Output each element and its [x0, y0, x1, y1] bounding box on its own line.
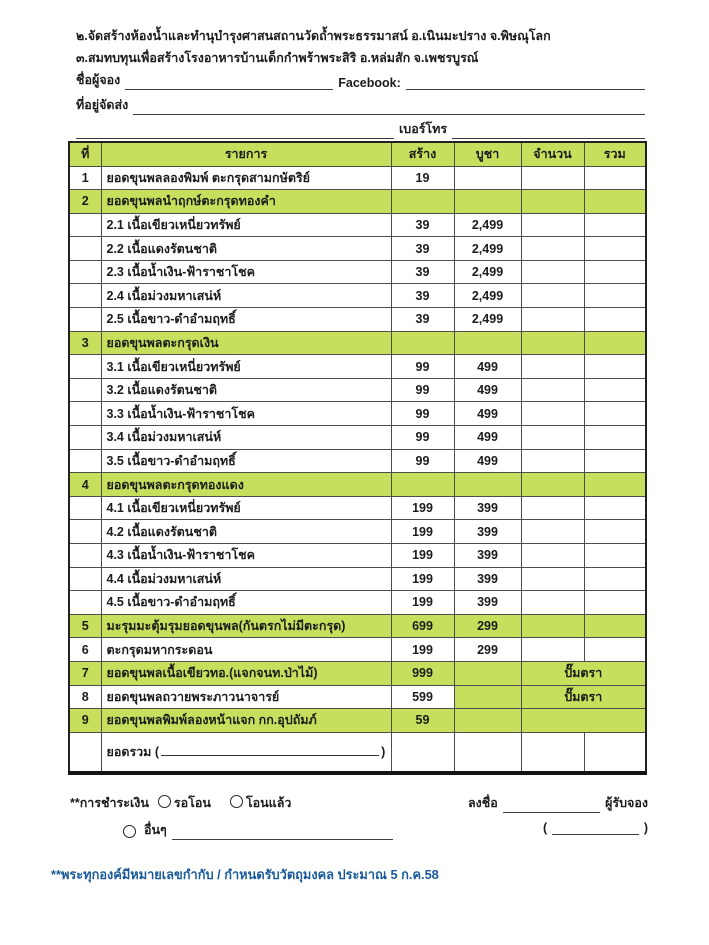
- cell-stamp: [521, 709, 646, 733]
- item-row: [69, 426, 646, 450]
- cell-price: 499: [454, 355, 521, 379]
- group-row: [69, 614, 646, 638]
- paren-close: ): [643, 821, 648, 835]
- address-row: [76, 95, 645, 115]
- paren-open: (: [543, 821, 548, 835]
- cell-total: [584, 732, 646, 773]
- column-header-0: ที่: [69, 142, 101, 166]
- cell-price: [454, 473, 521, 497]
- cell-item: 2.4 เนื้อม่วงมหาเสน่ห์: [101, 284, 391, 308]
- cell-no: 2: [69, 190, 101, 214]
- phone-field[interactable]: [452, 124, 645, 139]
- cell-no: 1: [69, 166, 101, 190]
- payment-option-transferred[interactable]: โอนแล้ว: [230, 793, 292, 813]
- cell-total: [584, 614, 646, 638]
- cell-qty: [521, 614, 584, 638]
- sign-suffix: ผู้รับจอง: [605, 796, 648, 810]
- payment-row: [70, 793, 400, 813]
- cell-qty: [521, 308, 584, 332]
- cell-no: [69, 402, 101, 426]
- item-row: [69, 260, 646, 284]
- cell-total: [584, 544, 646, 568]
- cell-qty: [521, 449, 584, 473]
- cell-create: 99: [391, 355, 454, 379]
- column-header-3: บูชา: [454, 142, 521, 166]
- cell-no: [69, 732, 101, 773]
- cell-price: 399: [454, 567, 521, 591]
- cell-qty: [521, 355, 584, 379]
- cell-no: [69, 449, 101, 473]
- cell-no: 5: [69, 614, 101, 638]
- cell-create: 99: [391, 378, 454, 402]
- cell-total: [584, 426, 646, 450]
- column-header-4: จำนวน: [521, 142, 584, 166]
- cell-total: [584, 260, 646, 284]
- signature-field[interactable]: [503, 798, 600, 813]
- cell-total: [584, 520, 646, 544]
- cell-item: 4.1 เนื้อเขียวเหนี่ยวทรัพย์: [101, 496, 391, 520]
- cell-create: [391, 331, 454, 355]
- cell-create: 99: [391, 426, 454, 450]
- cell-total: [584, 638, 646, 662]
- booker-name-label: ชื่อผู้จอง: [76, 73, 121, 87]
- cell-total: [584, 355, 646, 379]
- cell-total: [584, 237, 646, 261]
- cell-price: 2,499: [454, 284, 521, 308]
- cell-qty: [521, 237, 584, 261]
- cell-create: 199: [391, 638, 454, 662]
- cell-price: 499: [454, 426, 521, 450]
- radio-pending-transfer-icon[interactable]: [158, 795, 171, 808]
- cell-item: 3.1 เนื้อเขียวเหนี่ยวทรัพย์: [101, 355, 391, 379]
- cell-qty: [521, 378, 584, 402]
- cell-no: [69, 213, 101, 237]
- cell-create: 59: [391, 709, 454, 733]
- cell-price: 399: [454, 496, 521, 520]
- cell-create: 199: [391, 567, 454, 591]
- signature-name-row: [543, 820, 648, 835]
- cell-total: [584, 449, 646, 473]
- cell-create: 199: [391, 591, 454, 615]
- cell-total: [584, 591, 646, 615]
- cell-create: 599: [391, 685, 454, 709]
- cell-item: 4.3 เนื้อน้ำเงิน-ฟ้าราชาโชค: [101, 544, 391, 568]
- cell-item: ยอดขุนพลตะกรุดเงิน: [101, 331, 391, 355]
- cell-item: ยอดขุนพลนำฤกษ์ตะกรุดทองคำ: [101, 190, 391, 214]
- item-row: [69, 237, 646, 261]
- address-field-line2[interactable]: [76, 124, 394, 139]
- cell-price: 499: [454, 402, 521, 426]
- cell-no: [69, 237, 101, 261]
- cell-qty: [521, 426, 584, 450]
- table-body: [69, 166, 646, 773]
- column-header-5: รวม: [584, 142, 646, 166]
- cell-item: 3.2 เนื้อแดงรัตนชาติ: [101, 378, 391, 402]
- cell-no: [69, 426, 101, 450]
- group-row: [69, 709, 646, 733]
- payment-label: **การชำระเงิน: [70, 796, 149, 810]
- cell-qty: [521, 260, 584, 284]
- cell-price: [454, 166, 521, 190]
- cell-no: [69, 567, 101, 591]
- sign-label: ลงชื่อ: [468, 796, 498, 810]
- cell-item: ยอดขุนพลพิมพ์ลองหน้าแจก กก.อุปถัมภ์: [101, 709, 391, 733]
- cell-item: 3.3 เนื้อน้ำเงิน-ฟ้าราชาโชค: [101, 402, 391, 426]
- phone-row: [76, 119, 645, 139]
- cell-no: 3: [69, 331, 101, 355]
- cell-create: 199: [391, 496, 454, 520]
- order-table: [68, 141, 647, 775]
- signature-row: [468, 793, 648, 813]
- cell-total: [584, 402, 646, 426]
- cell-no: 6: [69, 638, 101, 662]
- cell-no: [69, 308, 101, 332]
- radio-transferred-icon[interactable]: [230, 795, 243, 808]
- item-row: [69, 284, 646, 308]
- cell-no: 8: [69, 685, 101, 709]
- item-row: [69, 544, 646, 568]
- cell-create: 199: [391, 544, 454, 568]
- cell-stamp: ปั๊มตรา: [521, 661, 646, 685]
- item-row: [69, 496, 646, 520]
- cell-price: 299: [454, 638, 521, 662]
- item-row: [69, 567, 646, 591]
- cell-item: ยอดขุนพลถวายพระภาวนาจารย์: [101, 685, 391, 709]
- cell-price: [454, 190, 521, 214]
- radio-other-icon[interactable]: [123, 825, 136, 838]
- cell-qty: [521, 213, 584, 237]
- cell-create: 39: [391, 284, 454, 308]
- cell-create: [391, 473, 454, 497]
- cell-item: ยอดขุนพลลองพิมพ์ ตะกรุดสามกษัตริย์: [101, 166, 391, 190]
- phone-label: เบอร์โทร: [399, 122, 448, 136]
- cell-create: 699: [391, 614, 454, 638]
- other-detail-field[interactable]: [172, 825, 393, 840]
- cell-total: [584, 166, 646, 190]
- cell-item: 4.2 เนื้อแดงรัตนชาติ: [101, 520, 391, 544]
- cell-qty: [521, 166, 584, 190]
- footer-note: **พระทุกองค์มีหมายเลขกำกับ / กำหนดรับวัตถุมงคล ประมาณ 5 ก.ค.58: [51, 867, 439, 882]
- payment-option-pending[interactable]: รอโอน: [158, 793, 211, 813]
- payment-other-row: [123, 820, 393, 840]
- cell-item: มะรุมมะตุ้มรุมยอดขุนพล(กันตรกไม่มีตะกรุด): [101, 614, 391, 638]
- cell-total: [584, 378, 646, 402]
- campaign-line-2: ๓.สมทบทุนเพื่อสร้างโรงอาหารบ้านเด็กกำพร้าพระสิริ อ.หล่มสัก จ.เพชรบูรณ์: [76, 51, 479, 65]
- facebook-label: Facebook:: [338, 76, 401, 90]
- cell-create: 39: [391, 308, 454, 332]
- cell-qty: [521, 520, 584, 544]
- booker-name-field[interactable]: [125, 75, 333, 90]
- cell-total: [584, 567, 646, 591]
- cell-no: [69, 591, 101, 615]
- address-label: ที่อยู่จัดส่ง: [76, 98, 129, 112]
- cell-price: 2,499: [454, 237, 521, 261]
- cell-create: [391, 190, 454, 214]
- cell-item: 2.1 เนื้อเขียวเหนี่ยวทรัพย์: [101, 213, 391, 237]
- cell-item: [101, 732, 391, 773]
- cell-create: [391, 732, 454, 773]
- cell-total: [584, 308, 646, 332]
- cell-price: 2,499: [454, 213, 521, 237]
- facebook-field[interactable]: [406, 75, 645, 90]
- cell-create: 19: [391, 166, 454, 190]
- cell-price: 399: [454, 591, 521, 615]
- group-row: [69, 331, 646, 355]
- cell-price: 299: [454, 614, 521, 638]
- cell-create: 99: [391, 402, 454, 426]
- cell-total: [584, 496, 646, 520]
- cell-price: [454, 709, 521, 733]
- item-row: [69, 449, 646, 473]
- total-label: ยอดรวม (: [106, 745, 160, 759]
- item-row: [69, 402, 646, 426]
- cell-no: 9: [69, 709, 101, 733]
- cell-qty: [521, 473, 584, 497]
- group-row: [69, 473, 646, 497]
- cell-no: 7: [69, 661, 101, 685]
- cell-price: 499: [454, 449, 521, 473]
- cell-item: 3.5 เนื้อขาว-ดำอำมฤทธิ์: [101, 449, 391, 473]
- cell-item: ยอดขุนพลเนื้อเขียวทอ.(แจกจนท.ป่าไม้): [101, 661, 391, 685]
- cell-qty: [521, 496, 584, 520]
- item-row: [69, 308, 646, 332]
- cell-qty: [521, 732, 584, 773]
- group-row: [69, 190, 646, 214]
- cell-item: 2.5 เนื้อขาว-ดำอำมฤทธิ์: [101, 308, 391, 332]
- cell-stamp: ปั๊มตรา: [521, 685, 646, 709]
- group-row: [69, 661, 646, 685]
- cell-create: 39: [391, 260, 454, 284]
- cell-qty: [521, 567, 584, 591]
- cell-qty: [521, 544, 584, 568]
- cell-price: 499: [454, 378, 521, 402]
- item-row: [69, 355, 646, 379]
- cell-qty: [521, 402, 584, 426]
- other-option-label: อื่นๆ: [144, 823, 167, 837]
- cell-item: 4.4 เนื้อม่วงมหาเสน่ห์: [101, 567, 391, 591]
- cell-qty: [521, 638, 584, 662]
- cell-qty: [521, 591, 584, 615]
- cell-create: 39: [391, 237, 454, 261]
- cell-item: ยอดขุนพลตะกรุดทองแดง: [101, 473, 391, 497]
- campaign-line-1: ๒.จัดสร้างห้องน้ำและทำนุบำรุงศาสนสถานวัดถ้ำพระธรรมาสน์ อ.เนินมะปราง จ.พิษณุโลก: [76, 29, 551, 43]
- item-row: [69, 213, 646, 237]
- cell-price: 399: [454, 520, 521, 544]
- table-header: [69, 142, 646, 166]
- cell-create: 39: [391, 213, 454, 237]
- cell-no: 4: [69, 473, 101, 497]
- cell-create: 99: [391, 449, 454, 473]
- cell-total: [584, 284, 646, 308]
- cell-no: [69, 355, 101, 379]
- cell-price: [454, 732, 521, 773]
- cell-qty: [521, 190, 584, 214]
- cell-total: [584, 473, 646, 497]
- signature-name-field[interactable]: [552, 820, 639, 835]
- cell-create: 199: [391, 520, 454, 544]
- cell-item: 4.5 เนื้อขาว-ดำอำมฤทธิ์: [101, 591, 391, 615]
- total-paren-close: ): [381, 745, 386, 759]
- cell-total: [584, 190, 646, 214]
- table-header-row: [69, 142, 646, 166]
- cell-price: 2,499: [454, 260, 521, 284]
- cell-no: [69, 284, 101, 308]
- cell-item: 2.2 เนื้อแดงรัตนชาติ: [101, 237, 391, 261]
- booker-name-row: [76, 70, 645, 90]
- item-row: [69, 638, 646, 662]
- cell-create: 999: [391, 661, 454, 685]
- cell-no: [69, 496, 101, 520]
- cell-item: 3.4 เนื้อม่วงมหาเสน่ห์: [101, 426, 391, 450]
- item-row: [69, 520, 646, 544]
- cell-no: [69, 544, 101, 568]
- cell-total: [584, 331, 646, 355]
- cell-price: 399: [454, 544, 521, 568]
- cell-price: 2,499: [454, 308, 521, 332]
- address-field[interactable]: [133, 100, 645, 115]
- payment-option-other[interactable]: [123, 825, 139, 840]
- item-row: [69, 591, 646, 615]
- cell-price: [454, 661, 521, 685]
- total-fill-line[interactable]: [161, 744, 379, 756]
- item-row: [69, 166, 646, 190]
- cell-qty: [521, 331, 584, 355]
- cell-no: [69, 520, 101, 544]
- item-row: [69, 685, 646, 709]
- cell-item: ตะกรุดมหากระดอน: [101, 638, 391, 662]
- cell-price: [454, 685, 521, 709]
- cell-total: [584, 213, 646, 237]
- cell-item: 2.3 เนื้อน้ำเงิน-ฟ้าราชาโชค: [101, 260, 391, 284]
- cell-qty: [521, 284, 584, 308]
- column-header-1: รายการ: [101, 142, 391, 166]
- item-row: [69, 378, 646, 402]
- column-header-2: สร้าง: [391, 142, 454, 166]
- cell-no: [69, 378, 101, 402]
- cell-price: [454, 331, 521, 355]
- cell-no: [69, 260, 101, 284]
- total-row: [69, 732, 646, 773]
